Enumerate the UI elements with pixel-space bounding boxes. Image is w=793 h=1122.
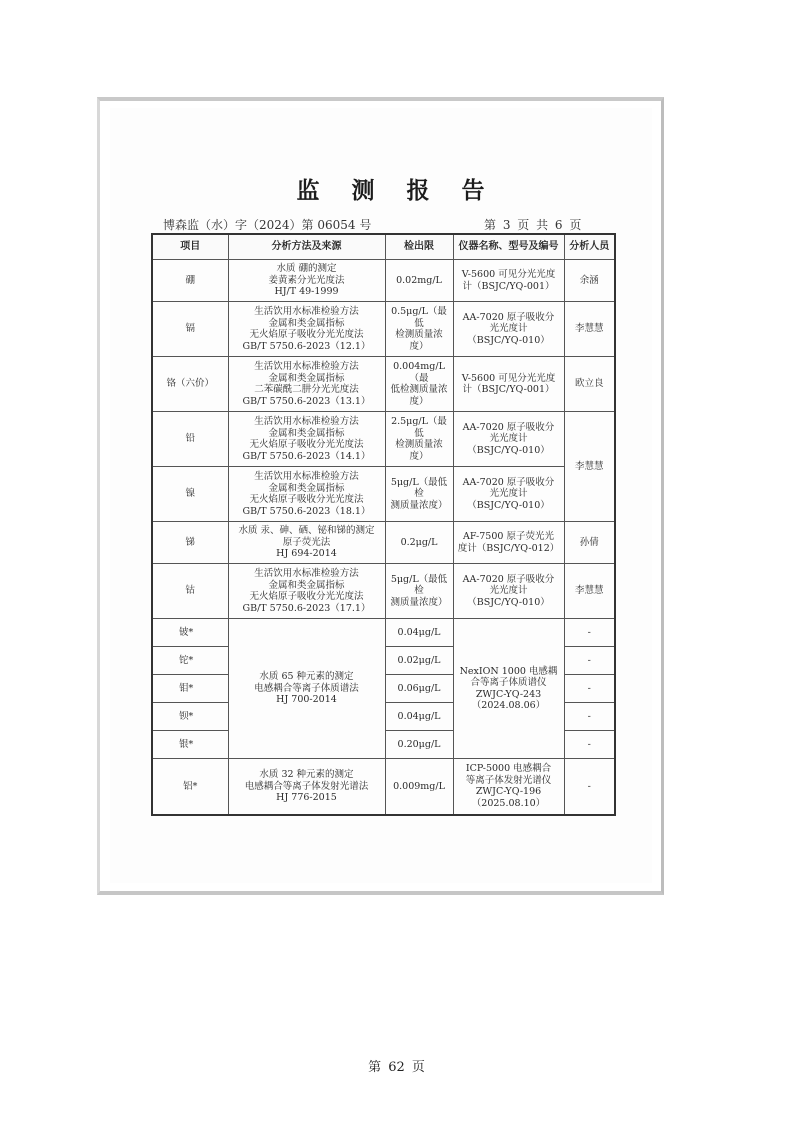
table-header-row xyxy=(152,234,615,260)
cell-analyst: 欧立良 xyxy=(564,357,615,412)
table-row xyxy=(152,522,615,564)
cell-method: 生活饮用水标准检验方法 金属和类金属指标 无火焰原子吸收分光光度法 GB/T 5750.6-2023（12.1） xyxy=(228,302,385,357)
column-header-analyst: 分析人员 xyxy=(564,234,615,260)
cell-item: 铝* xyxy=(152,759,228,815)
cell-limit: 0.5μg/L（最低 检测质量浓 度） xyxy=(385,302,453,357)
cell-limit: 0.02mg/L xyxy=(385,260,453,302)
cell-item: 钴 xyxy=(152,564,228,619)
cell-instrument: AF-7500 原子荧光光 度计（BSJC/YQ-012） xyxy=(453,522,564,564)
cell-analyst: - xyxy=(564,675,615,703)
cell-limit: 0.20μg/L xyxy=(385,731,453,759)
cell-item: 铍* xyxy=(152,619,228,647)
cell-method: 生活饮用水标准检验方法 金属和类金属指标 二苯碳酰二肼分光光度法 GB/T 5750.6-2023（13.1） xyxy=(228,357,385,412)
column-header-instrument: 仪器名称、型号及编号 xyxy=(453,234,564,260)
cell-analyst: - xyxy=(564,647,615,675)
table-row xyxy=(152,302,615,357)
cell-analyst: 李慧慧 xyxy=(564,302,615,357)
cell-method: 水质 汞、砷、硒、铋和锑的测定 原子荧光法 HJ 694-2014 xyxy=(228,522,385,564)
cell-limit: 0.02μg/L xyxy=(385,647,453,675)
cell-limit: 0.04μg/L xyxy=(385,619,453,647)
column-header-limit: 检出限 xyxy=(385,234,453,260)
cell-instrument: AA-7020 原子吸收分 光光度计 （BSJC/YQ-010） xyxy=(453,412,564,467)
cell-item: 镉 xyxy=(152,302,228,357)
table-row xyxy=(152,619,615,647)
cell-item: 镍 xyxy=(152,467,228,522)
table-row xyxy=(152,467,615,522)
cell-limit: 0.2μg/L xyxy=(385,522,453,564)
table-row xyxy=(152,412,615,467)
cell-method: 生活饮用水标准检验方法 金属和类金属指标 无火焰原子吸收分光光度法 GB/T 5750.6-2023（18.1） xyxy=(228,467,385,522)
column-header-item: 项目 xyxy=(152,234,228,260)
cell-method: 生活饮用水标准检验方法 金属和类金属指标 无火焰原子吸收分光光度法 GB/T 5750.6-2023（14.1） xyxy=(228,412,385,467)
cell-instrument: AA-7020 原子吸收分 光光度计 （BSJC/YQ-010） xyxy=(453,302,564,357)
cell-analyst: - xyxy=(564,731,615,759)
cell-limit: 0.04μg/L xyxy=(385,703,453,731)
cell-item: 钼* xyxy=(152,675,228,703)
cell-analyst: 李慧慧 xyxy=(564,564,615,619)
cell-method: 水质 硼的测定 姜黄素分光光度法 HJ/T 49-1999 xyxy=(228,260,385,302)
cell-analyst: - xyxy=(564,759,615,815)
cell-item: 银* xyxy=(152,731,228,759)
cell-instrument: AA-7020 原子吸收分 光光度计 （BSJC/YQ-010） xyxy=(453,564,564,619)
cell-analyst: - xyxy=(564,703,615,731)
cell-method: 生活饮用水标准检验方法 金属和类金属指标 无火焰原子吸收分光光度法 GB/T 5750.6-2023（17.1） xyxy=(228,564,385,619)
cell-limit: 0.004mg/L（最 低检测质量浓 度） xyxy=(385,357,453,412)
cell-item: 钡* xyxy=(152,703,228,731)
cell-instrument: NexION 1000 电感耦 合等离子体质谱仪 ZWJC-YQ-243 （2024.08.06） xyxy=(453,619,564,759)
page-of-total: 第 3 页 共 6 页 xyxy=(484,218,582,232)
monitoring-table xyxy=(151,233,616,816)
cell-item: 锑 xyxy=(152,522,228,564)
cell-instrument: AA-7020 原子吸收分 光光度计 （BSJC/YQ-010） xyxy=(453,467,564,522)
cell-instrument: ICP-5000 电感耦合 等离子体发射光谱仪 ZWJC-YQ-196 （2025.08.10） xyxy=(453,759,564,815)
cell-limit: 2.5μg/L（最低 检测质量浓 度） xyxy=(385,412,453,467)
cell-limit: 5μg/L（最低检 测质量浓度） xyxy=(385,467,453,522)
report-title: 监 测 报 告 xyxy=(296,177,497,204)
cell-limit: 0.009mg/L xyxy=(385,759,453,815)
cell-analyst: - xyxy=(564,619,615,647)
table-row xyxy=(152,357,615,412)
table-row xyxy=(152,564,615,619)
cell-limit: 0.06μg/L xyxy=(385,675,453,703)
cell-item: 铊* xyxy=(152,647,228,675)
cell-analyst: 李慧慧 xyxy=(564,412,615,522)
table-row xyxy=(152,260,615,302)
cell-method: 水质 65 种元素的测定 电感耦合等离子体质谱法 HJ 700-2014 xyxy=(228,619,385,759)
cell-method: 水质 32 种元素的测定 电感耦合等离子体发射光谱法 HJ 776-2015 xyxy=(228,759,385,815)
cell-analyst: 孙倩 xyxy=(564,522,615,564)
cell-instrument: V-5600 可见分光光度 计（BSJC/YQ-001） xyxy=(453,260,564,302)
cell-item: 铬（六价） xyxy=(152,357,228,412)
cell-limit: 5μg/L（最低检 测质量浓度） xyxy=(385,564,453,619)
column-header-method: 分析方法及来源 xyxy=(228,234,385,260)
cell-item: 铅 xyxy=(152,412,228,467)
document-number: 博森监（水）字（2024）第 06054 号 xyxy=(163,218,372,232)
cell-instrument: V-5600 可见分光光度 计（BSJC/YQ-001） xyxy=(453,357,564,412)
cell-item: 硼 xyxy=(152,260,228,302)
cell-analyst: 余涵 xyxy=(564,260,615,302)
table-row xyxy=(152,759,615,815)
page-number: 第 62 页 xyxy=(368,1060,425,1075)
